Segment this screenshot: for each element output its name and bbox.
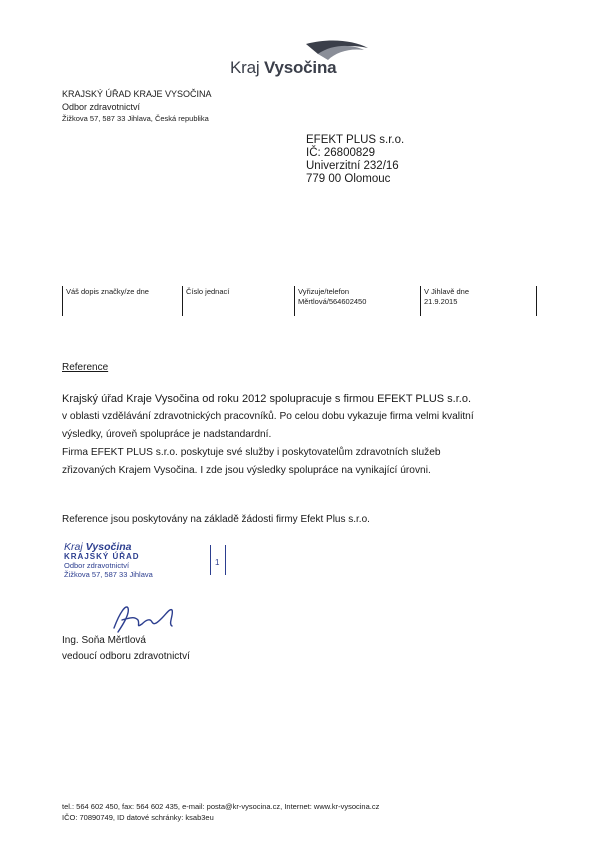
ref-number-label: Číslo jednací (186, 287, 230, 296)
recipient-city: 779 00 Olomouc (306, 173, 391, 185)
footer (62, 801, 379, 823)
ref-divider (536, 286, 537, 316)
handwritten-signature (100, 598, 200, 638)
signatory-role: vedoucí odboru zdravotnictví (62, 651, 190, 662)
sender-block (62, 88, 212, 126)
ref-handled-by-label: Vyřizuje/telefon (298, 287, 349, 296)
letter-line: zřizovaných Krajem Vysočina. I zde jsou výsledky spolupráce na vynikající úrovni. (62, 465, 431, 476)
letter-line: Firma EFEKT PLUS s.r.o. poskytuje své služby i poskytovatelům zdravotních služeb (62, 447, 441, 458)
ref-divider (420, 286, 421, 316)
stamp-title: KRAJSKÝ ÚŘAD (64, 552, 140, 561)
letter-line: Krajský úřad Kraje Vysočina od roku 2012 spolupracuje s firmou EFEKT PLUS s.r.o. (62, 393, 472, 405)
ref-date-value: 21.9.2015 (424, 297, 458, 306)
stamp-brand: Kraj Vysočina (64, 541, 132, 553)
sender-dept: Odbor zdravotnictví (62, 101, 141, 112)
letter-heading: Reference (62, 362, 109, 373)
ref-your-letter-label: Váš dopis značky/ze dne (66, 287, 149, 296)
stamp-address: Žižkova 57, 587 33 Jihlava (64, 570, 153, 579)
ref-date-label: V Jihlavě dne (424, 287, 470, 296)
recipient-company: EFEKT PLUS s.r.o. (306, 134, 405, 146)
recipient-ic: IČ: 26800829 (306, 147, 376, 159)
ref-divider (62, 286, 63, 316)
ref-your-letter (66, 287, 149, 297)
recipient-street: Univerzitní 232/16 (306, 160, 399, 172)
stamp-number: 1 (215, 558, 220, 567)
stamp-dept: Odbor zdravotnictví (64, 561, 130, 570)
letter-line: v oblasti vzdělávání zdravotnických pracovníků. Po celou dobu vykazuje firma velmi kvalitní (62, 411, 474, 422)
ref-number (186, 287, 229, 297)
ref-divider (294, 286, 295, 316)
ref-date (424, 287, 469, 307)
letter-closing: Reference jsou poskytovány na základě žádosti firmy Efekt Plus s.r.o. (62, 514, 370, 525)
signatory-block (62, 633, 190, 665)
recipient-block (306, 134, 404, 186)
sender-address: Žižkova 57, 587 33 Jihlava, Česká republika (62, 114, 209, 123)
letter-body (62, 390, 532, 480)
footer-contact: tel.: 564 602 450, fax: 564 602 435, e-mail: posta@kr-vysocina.cz, Internet: www.kr-vysocina.cz (62, 802, 380, 811)
sender-org: KRAJSKÝ ÚŘAD KRAJE VYSOČINA (62, 89, 212, 99)
official-stamp (64, 543, 153, 579)
ref-divider (182, 286, 183, 316)
signatory-name: Ing. Soňa Měrtlová (62, 635, 146, 646)
logo-wordmark: Kraj Vysočina (230, 58, 337, 77)
ref-handled-by-value: Měrtlová/564602450 (298, 297, 367, 306)
letter-line: výsledky, úroveň spolupráce je nadstandardní. (62, 429, 272, 440)
ref-handled-by (298, 287, 366, 307)
footer-ids: IČO: 70890749, ID datové schránky: ksab3eu (62, 813, 214, 822)
